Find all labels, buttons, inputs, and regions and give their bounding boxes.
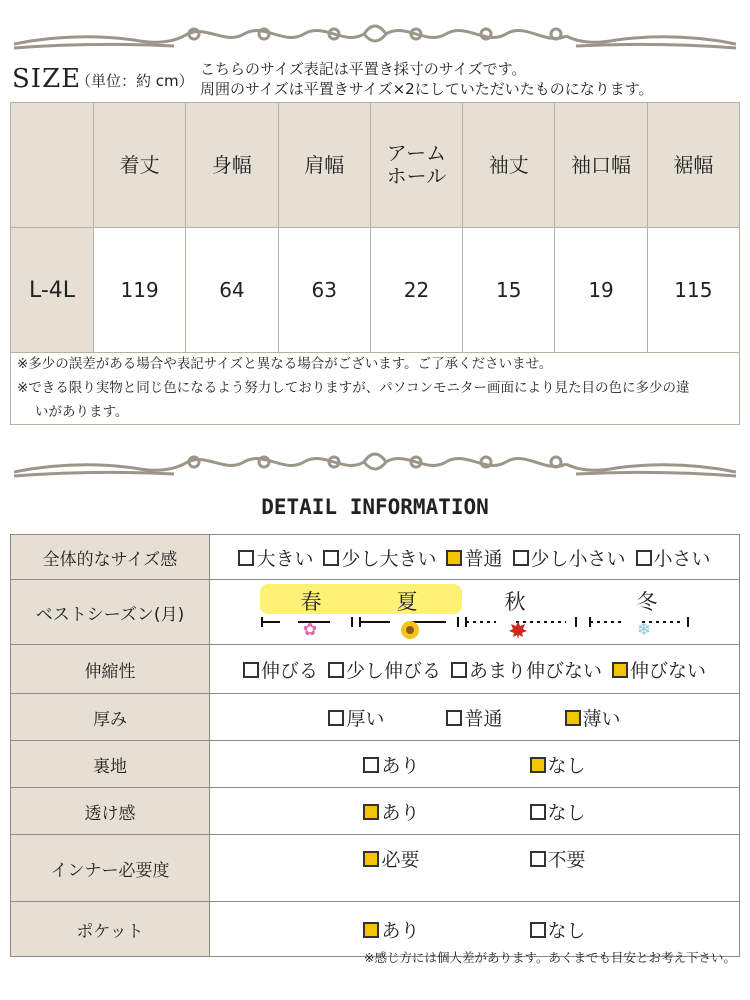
option-item [565, 704, 621, 731]
option-label: 少し小さい [530, 547, 626, 570]
detail-label: インナー必要度 [11, 835, 210, 902]
detail-options [210, 645, 740, 694]
option-label: 伸びる [260, 659, 318, 682]
detail-row-lining [11, 741, 740, 788]
flower-icon: ✿ [302, 620, 318, 640]
size-table [10, 102, 740, 353]
detail-label: 透け感 [11, 788, 210, 835]
option-item [323, 544, 436, 571]
size-value: 19 [555, 228, 647, 353]
size-header [12, 58, 742, 100]
detail-row-sheerness [11, 788, 740, 835]
season-timeline-line [260, 616, 690, 628]
option-label: 少し大きい [341, 547, 437, 570]
size-note-2: 周囲のサイズは平置きサイズ×2にしていただいたものになります。 [200, 80, 654, 98]
checkbox-icon [238, 550, 254, 566]
checkbox-icon [323, 550, 339, 566]
checkbox-checked-icon [612, 662, 628, 678]
checkbox-checked-icon [446, 550, 462, 566]
maple-leaf-icon [508, 620, 528, 640]
detail-label: 厚み [11, 694, 210, 741]
checkbox-checked-icon [363, 804, 379, 820]
col-header-sleeve-length: 袖丈 [463, 103, 555, 228]
col-header-body-width: 身幅 [186, 103, 278, 228]
option-item [446, 704, 502, 731]
option-item [513, 544, 626, 571]
detail-options [210, 741, 740, 788]
option-item [446, 544, 502, 571]
option-label: なし [547, 754, 586, 777]
detail-row-best-season [11, 580, 740, 645]
footer-note: ※感じ方には個人差があります。あくまでも目安とお考え下さい。 [364, 950, 736, 965]
col-header-armhole: アーム ホール [370, 103, 462, 228]
option-item [328, 656, 441, 683]
checkbox-checked-icon [530, 757, 546, 773]
size-note: ※できる限り実物と同じ色になるよう努力しておりますが、パソコンモニター画面により見た目の色に多少の違 [17, 380, 690, 396]
option-item [530, 916, 586, 943]
option-label: なし [547, 919, 586, 942]
size-title: SIZE [12, 64, 82, 94]
checkbox-icon [636, 550, 652, 566]
option-item [363, 845, 419, 872]
size-notes [10, 350, 740, 425]
detail-title: DETAIL INFORMATION [261, 495, 489, 519]
option-item [238, 544, 313, 571]
detail-row-size-feel [11, 535, 740, 580]
option-item [363, 798, 419, 825]
col-header-length: 着丈 [94, 103, 186, 228]
detail-label: ベストシーズン(月) [11, 580, 210, 645]
option-item [636, 544, 711, 571]
option-label: 不要 [547, 849, 586, 871]
top-ornament [14, 14, 736, 54]
col-header-hem-width: 裾幅 [647, 103, 739, 228]
checkbox-icon [243, 662, 259, 678]
season-timeline [260, 584, 700, 640]
option-label: 少し伸びる [345, 659, 441, 682]
size-note: いがあります。 [35, 404, 129, 420]
option-label: 薄い [582, 707, 621, 730]
checkbox-icon [451, 662, 467, 678]
season-label-winter: 冬 [636, 590, 658, 614]
detail-options [210, 788, 740, 835]
option-label: あり [381, 801, 420, 824]
option-label: 大きい [256, 547, 314, 570]
option-label: 厚い [346, 707, 385, 730]
detail-row-thickness [11, 694, 740, 741]
snowflake-icon: ❄ [636, 620, 652, 640]
option-label: 普通 [464, 707, 503, 730]
detail-table [10, 534, 740, 957]
checkbox-icon [530, 804, 546, 820]
middle-ornament [14, 448, 736, 488]
size-value: 64 [186, 228, 278, 353]
size-value: 22 [370, 228, 462, 353]
option-label: なし [547, 801, 586, 824]
size-value: 119 [94, 228, 186, 353]
detail-label: ポケット [11, 902, 210, 957]
option-item [530, 845, 586, 872]
season-label-spring: 春 [300, 590, 322, 614]
detail-options [210, 535, 740, 580]
checkbox-icon [328, 710, 344, 726]
option-label: あり [381, 754, 420, 777]
detail-label: 裏地 [11, 741, 210, 788]
option-label: 普通 [464, 547, 503, 570]
size-value: 15 [463, 228, 555, 353]
size-note: ※多少の誤差がある場合や表記サイズと異なる場合がございます。ご了承くださいませ。 [17, 356, 553, 372]
option-item [451, 656, 602, 683]
option-item [530, 798, 586, 825]
season-label-autumn: 秋 [504, 590, 526, 614]
detail-options [210, 694, 740, 741]
size-value: 63 [278, 228, 370, 353]
size-table-header-row [11, 103, 740, 228]
size-note-1: こちらのサイズ表記は平置き採寸のサイズです。 [200, 60, 527, 78]
size-table-row [11, 228, 740, 353]
option-item [363, 751, 419, 778]
col-header-cuff-width: 袖口幅 [555, 103, 647, 228]
detail-options [210, 835, 740, 902]
checkbox-icon [446, 710, 462, 726]
checkbox-checked-icon [363, 851, 379, 867]
checkbox-icon [328, 662, 344, 678]
checkbox-icon [363, 757, 379, 773]
size-unit: （単位：約 cm） [76, 72, 194, 90]
detail-row-inner-necessity [11, 835, 740, 902]
detail-label: 全体的なサイズ感 [11, 535, 210, 580]
season-cell [210, 580, 740, 645]
option-item [612, 656, 706, 683]
checkbox-icon [530, 922, 546, 938]
size-table-corner [11, 103, 94, 228]
checkbox-icon [530, 851, 546, 867]
detail-label: 伸縮性 [11, 645, 210, 694]
sunflower-icon [400, 620, 420, 640]
option-item [363, 916, 419, 943]
option-label: 小さい [653, 547, 711, 570]
size-value: 115 [647, 228, 739, 353]
checkbox-icon [513, 550, 529, 566]
detail-row-stretch [11, 645, 740, 694]
checkbox-checked-icon [565, 710, 581, 726]
col-header-shoulder-width: 肩幅 [278, 103, 370, 228]
season-label-summer: 夏 [396, 590, 418, 614]
option-label: 必要 [381, 849, 420, 871]
option-label: 伸びない [630, 659, 707, 682]
option-label: あまり伸びない [469, 659, 603, 682]
option-label: あり [381, 919, 420, 942]
option-item [243, 656, 318, 683]
size-label: L-4L [11, 228, 94, 353]
option-item [530, 751, 586, 778]
checkbox-checked-icon [363, 922, 379, 938]
option-item [328, 704, 384, 731]
